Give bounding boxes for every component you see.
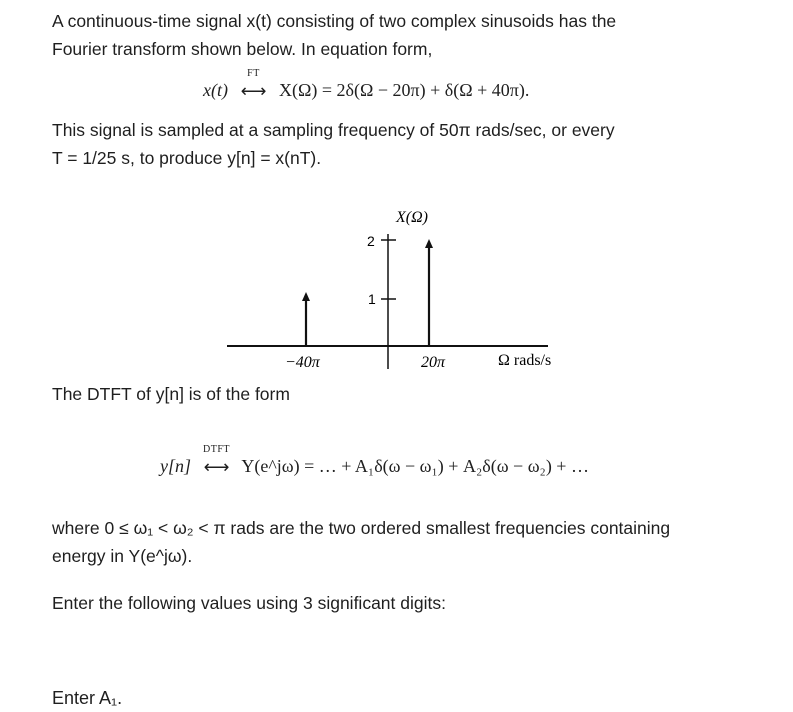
dtft-arrow-label: DTFT [203,444,230,456]
intro-line-1: A continuous-time signal x(t) consisting of two complex sinusoids has the [52,11,617,31]
dtft-arrow [196,444,238,479]
dtft-eq-rhs: Y(e^jω) = … + A₁δ(ω − ω₁) + A₂δ(ω − ω₂) + … [241,456,589,476]
x-tick-label-20pi: 20π [421,354,446,371]
where-line-2: energy in Y(e^jω). [52,546,193,566]
sampling-line-1: This signal is sampled at a sampling frequency of 50π rads/sec, or every [52,120,615,140]
impulse-20pi-arrowhead [425,239,433,248]
ft-eq-lhs: x(t) [203,80,228,100]
double-arrow-icon: ⟷ [203,457,230,479]
where-paragraph [52,514,670,570]
ft-eq-rhs: X(Ω) = 2δ(Ω − 20π) + δ(Ω + 40π). [278,80,530,100]
y-tick-label-2: 2 [367,233,375,249]
x-tick-label-neg40pi: −40π [285,354,320,371]
sampling-line-2: T = 1/25 s, to produce y[n] = x(nT). [52,148,322,168]
impulse-neg40pi-arrowhead [302,292,310,301]
ft-arrow-label: FT [247,68,260,80]
intro-line-2: Fourier transform shown below. In equation form, [52,39,433,59]
dtft-eq-lhs: y[n] [160,456,191,476]
x-axis-label: Ω rads/s [498,352,552,369]
y-tick-label-1: 1 [368,291,376,307]
where-line-1: where 0 ≤ ω₁ < ω₂ < π rads are the two ordered smallest frequencies containing [52,518,671,538]
prompt-text: Enter A₁. [52,688,123,708]
dtft-intro: The DTFT of y[n] is of the form [52,384,290,404]
double-arrow-icon: ⟷ [240,81,267,103]
instruction-text: Enter the following values using 3 significant digits: [52,593,446,613]
dtft-equation [160,444,589,479]
chart-title: X(Ω) [396,209,428,226]
